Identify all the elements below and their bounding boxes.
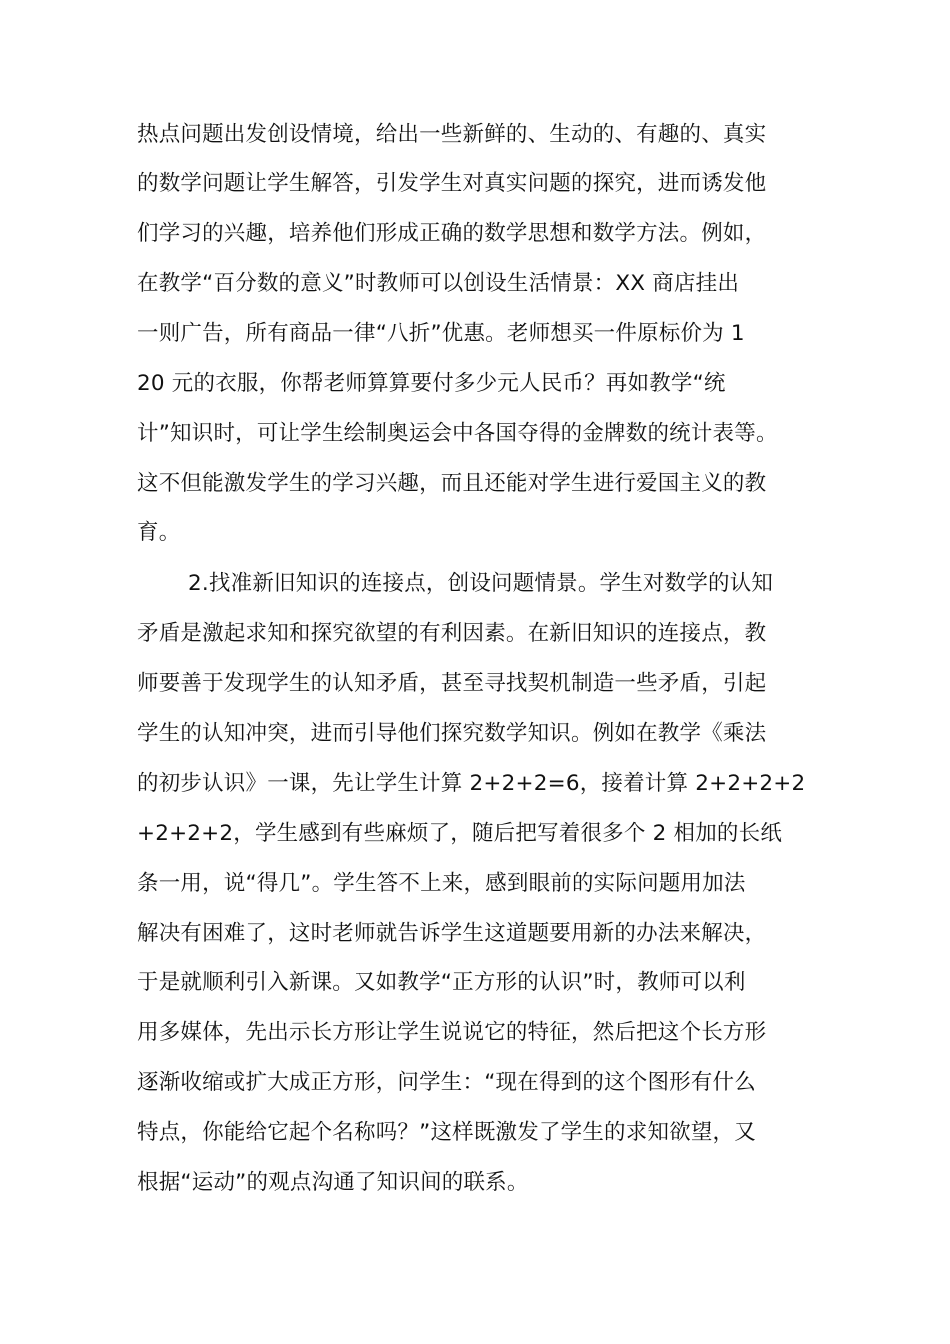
text-line: 于是就顺利引入新课。又如教学“正方形的认识”时，教师可以利 [137, 970, 746, 995]
text-line: 逐渐收缩或扩大成正方形，问学生：“现在得到的这个图形有什么 [137, 1070, 756, 1095]
text-line: 在教学“百分数的意义”时教师可以创设生活情景：XX 商店挂出 [137, 271, 740, 296]
text-line: 育。 [137, 520, 181, 545]
text-line: 的数学问题让学生解答，引发学生对真实问题的探究，进而诱发他 [137, 171, 767, 196]
text-line: 们学习的兴趣，培养他们形成正确的数学思想和数学方法。例如， [137, 221, 767, 246]
text-line: +2+2+2，学生感到有些麻烦了，随后把写着很多个 2 相加的长纸 [137, 821, 783, 846]
text-line: 矛盾是激起求知和探究欲望的有利因素。在新旧知识的连接点，教 [137, 621, 767, 646]
text-line: 热点问题出发创设情境，给出一些新鲜的、生动的、有趣的、真实 [137, 122, 767, 147]
text-line: 条一用，说“得几”。学生答不上来，感到眼前的实际问题用加法 [137, 871, 746, 896]
text-line: 这不但能激发学生的学习兴趣，而且还能对学生进行爱国主义的教 [137, 471, 767, 496]
text-line: 用多媒体，先出示长方形让学生说说它的特征，然后把这个长方形 [137, 1020, 767, 1045]
paragraph-first-line: 2.找准新旧知识的连接点，创设问题情景。学生对数学的认知 [188, 571, 774, 596]
text-line: 师要善于发现学生的认知矛盾，甚至寻找契机制造一些矛盾，引起 [137, 671, 767, 696]
text-line: 一则广告，所有商品一律“八折”优惠。老师想买一件原标价为 1 [137, 321, 745, 346]
text-line: 学生的认知冲突，进而引导他们探究数学知识。例如在教学《乘法 [137, 721, 767, 746]
text-line: 特点，你能给它起个名称吗？”这样既激发了学生的求知欲望，又 [137, 1120, 756, 1145]
text-line: 解决有困难了，这时老师就告诉学生这道题要用新的办法来解决， [137, 921, 767, 946]
text-line: 的初步认识》一课，先让学生计算 2+2+2=6，接着计算 2+2+2+2 [137, 771, 806, 796]
text-line: 20 元的衣服，你帮老师算算要付多少元人民币？再如教学“统 [137, 371, 726, 396]
text-line: 计”知识时，可让学生绘制奥运会中各国夺得的金牌数的统计表等。 [137, 421, 778, 446]
text-line: 根据“运动”的观点沟通了知识间的联系。 [137, 1170, 529, 1195]
